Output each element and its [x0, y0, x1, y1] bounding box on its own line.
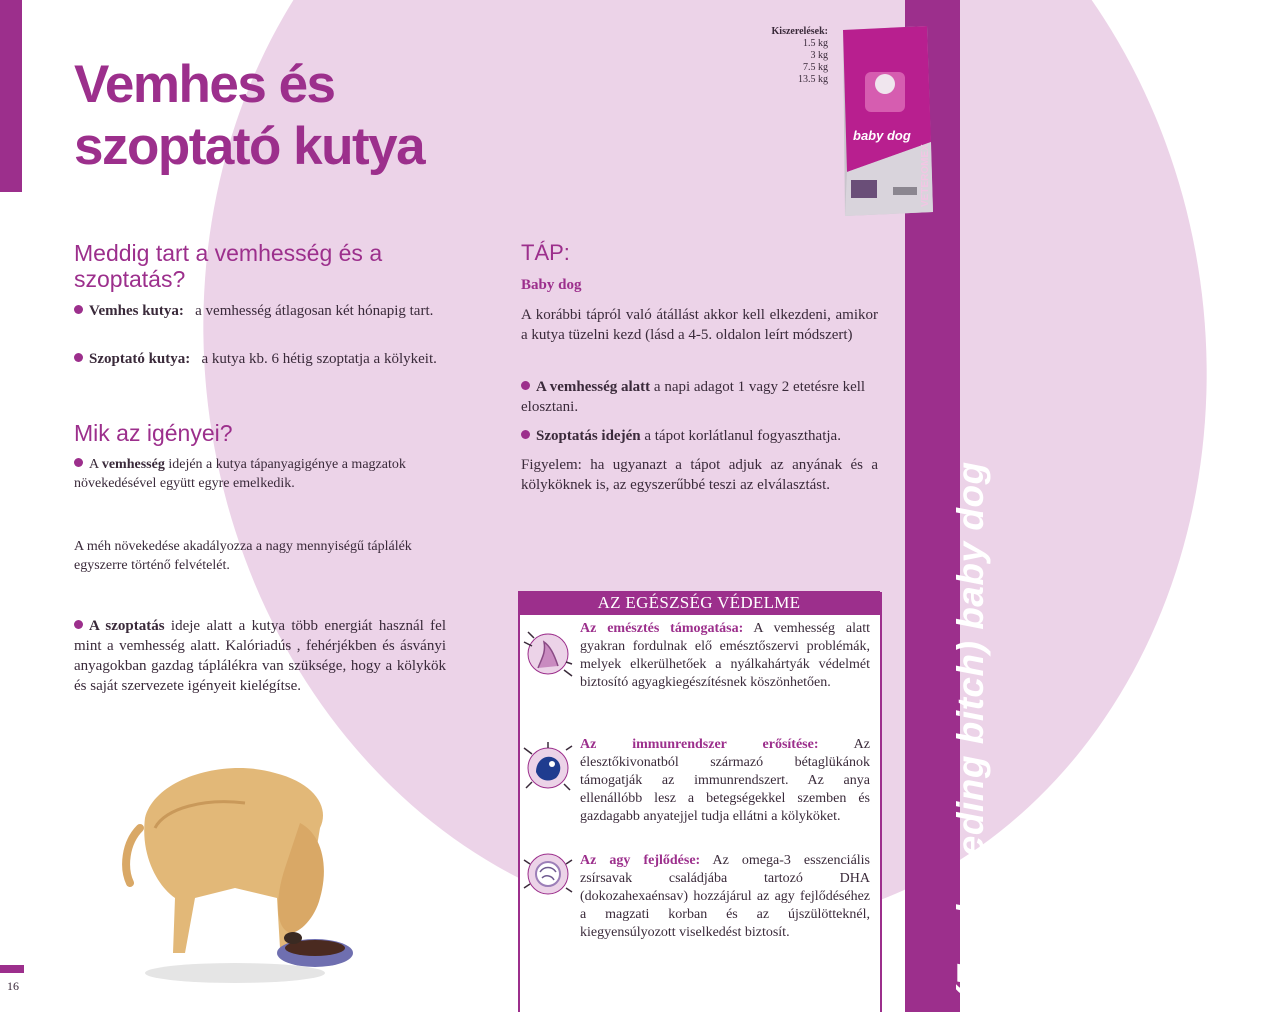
- nursing-feeding-item: [521, 426, 878, 446]
- immune-lead: Az immunrendszer erősítése:: [580, 737, 819, 752]
- nursing-dog-text: a kutya kb. 6 hétig szoptatja a kölykeit.: [201, 351, 437, 367]
- pregnant-dog-text: a vemhesség átlagosan két hónapig tart.: [195, 303, 434, 319]
- immune-item: [580, 736, 870, 826]
- package-size: 3 kg: [810, 50, 828, 61]
- product-name: Baby dog: [521, 277, 582, 293]
- package-sizes-label: Kiszerelések:: [771, 26, 828, 37]
- nursing-feeding-bold: Szoptatás idején: [536, 428, 641, 444]
- bullet-icon: [74, 458, 83, 467]
- pregnancy-feeding-text: a napi adagot 1 vagy 2 etetésre kell elosztani.: [521, 379, 866, 415]
- package-size: 7.5 kg: [803, 62, 828, 73]
- digestion-icon: [522, 628, 574, 680]
- nursing-feeding-text: a tápot korlátlanul fogyaszthatja.: [644, 428, 841, 444]
- nursing-needs-text: ideje alatt a kutya több energiát használ fel mint a vemhesség alatt. Kalóriadús , fehérjékben és ásványi anyagokban gazdag táplálékra van szüksége, hogy a kölykök és saját szervezete igényeit kielégítse.: [74, 618, 446, 694]
- vertical-side-title: (For breeding bitch) baby dog: [950, 461, 991, 1000]
- pregnant-dog-label: Vemhes kutya:: [89, 303, 184, 319]
- digestion-lead: Az emésztés támogatása:: [580, 621, 744, 636]
- immune-text: Az élesztőkivonatból származó bétaglükánok támogatják az immunrendszert. Az anya ellenállóbb lesz a betegségekkel szemben és gazdagabb anyatejjel tudja ellátni a kölyköket.: [580, 737, 870, 824]
- health-heading: AZ EGÉSZSÉG VÉDELME: [518, 591, 880, 615]
- bullet-icon: [74, 305, 83, 314]
- pregnancy-needs-item: [74, 455, 454, 493]
- pregnancy-feeding-item: [521, 377, 878, 417]
- pregnancy-feeding-bold: A vemhesség alatt: [536, 379, 651, 395]
- page-number-box: [0, 965, 24, 1012]
- package-size: 1.5 kg: [803, 38, 828, 49]
- pregnancy-needs-pre: A: [89, 457, 99, 472]
- food-note: Figyelem: ha ugyanazt a tápot adjuk az anyának és a kölyköknek is, az egyszerűbbé teszi az elválasztást.: [521, 457, 878, 493]
- food-bag-image: [835, 22, 935, 218]
- left-accent-bar: [0, 0, 22, 192]
- food-heading: TÁP:: [521, 240, 570, 265]
- dog-eating-image: [115, 748, 355, 988]
- package-sizes: [770, 26, 828, 86]
- duration-heading: Meddig tart a vemhesség és a szoptatás?: [74, 240, 383, 292]
- nursing-needs-item: [74, 616, 446, 696]
- brain-item: [580, 852, 870, 942]
- bullet-icon: [74, 620, 83, 629]
- bag-brand: VETEROMEX: [920, 144, 931, 207]
- page-number-bar: [0, 965, 24, 973]
- food-intro: A korábbi tápról való átállást akkor kell elkezdeni, amikor a kutya tüzelni kezd (lásd a 4-5. oldalon leírt módszert): [521, 307, 878, 343]
- needs-heading: Mik az igényei?: [74, 420, 233, 446]
- nursing-dog-label: Szoptató kutya:: [89, 351, 191, 367]
- bullet-icon: [74, 353, 83, 362]
- nursing-dog-item: [74, 349, 446, 369]
- digestion-text: A vemhesség alatt gyakran fordulnak elő emésztőszervi problémák, melyek elkerülhetőek a nyálkahártyák védelmét biztosító agyagkiegészítésnek köszönhetően.: [580, 621, 870, 690]
- bag-name: baby dog: [853, 128, 911, 143]
- bullet-icon: [521, 430, 530, 439]
- immune-icon: [522, 742, 574, 794]
- bullet-icon: [521, 381, 530, 390]
- brain-text: Az omega-3 esszenciális zsírsavak családjába tartozó DHA (dokozahexaénsav) hozzájárul az agy fejlődéséhez a magzati korban és az újszülötteknél, kiegyensúlyozott viselkedést biztosít.: [580, 853, 871, 940]
- page-title-line2: szoptató kutya: [74, 117, 425, 176]
- brain-lead: Az agy fejlődése:: [580, 853, 701, 868]
- page-title-line1: Vemhes és: [74, 55, 335, 114]
- pregnancy-needs-bold: vemhesség: [101, 457, 165, 472]
- uterus-paragraph: A méh növekedése akadályozza a nagy mennyiségű táplálék egyszerre történő felvételét.: [74, 539, 412, 573]
- brain-icon: [522, 848, 574, 900]
- page-title: [74, 54, 514, 178]
- nursing-needs-bold: A szoptatás: [89, 618, 165, 634]
- pregnant-dog-item: [74, 301, 446, 321]
- pregnancy-needs-text: idején a kutya tápanyagigénye a magzatok növekedésével együtt egyre emelkedik.: [74, 457, 406, 491]
- page-number: 16: [7, 979, 19, 993]
- digestion-item: [580, 620, 870, 692]
- package-size: 13.5 kg: [798, 74, 828, 85]
